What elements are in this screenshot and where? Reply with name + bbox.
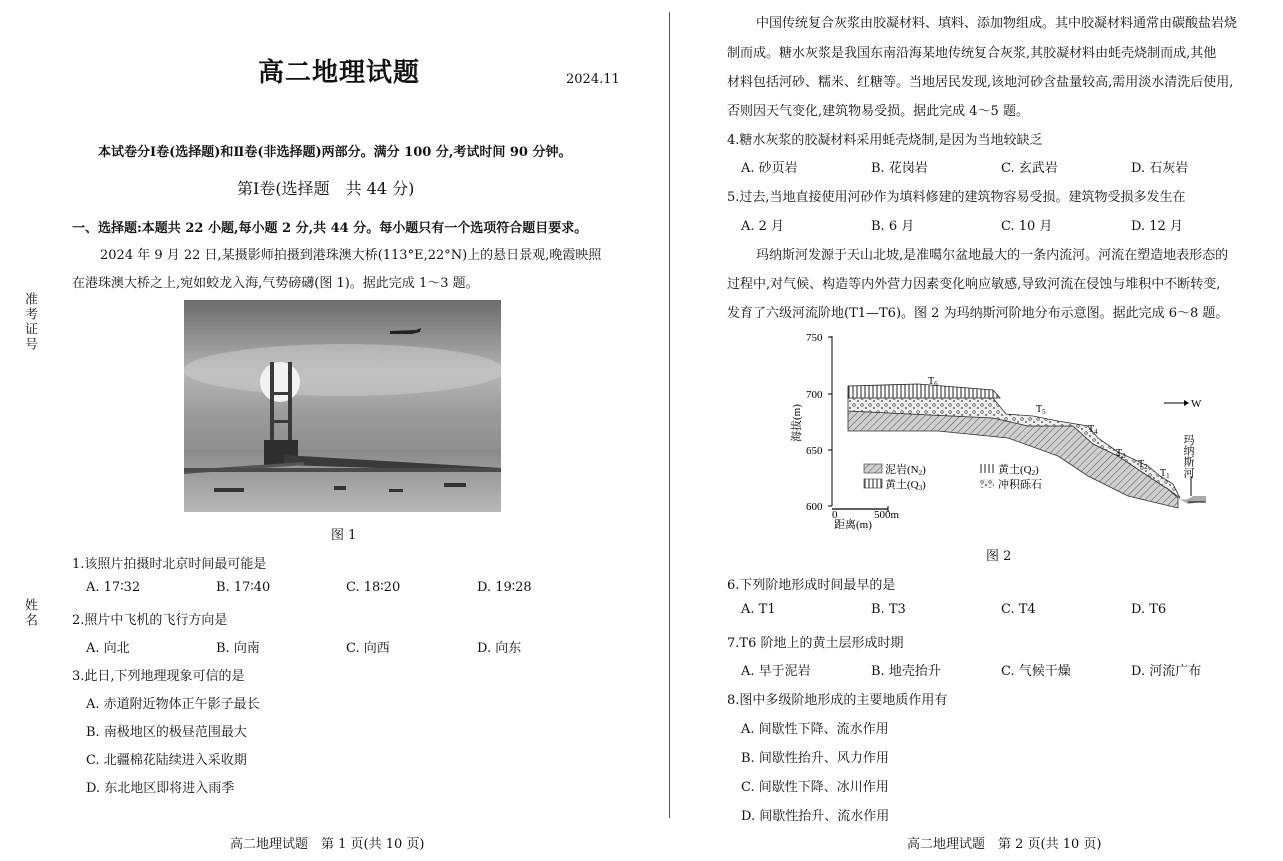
question-stem: 2.照片中飞机的飞行方向是 xyxy=(72,613,228,628)
x-zero-label: 0 xyxy=(832,509,838,521)
option-a[interactable]: A. 17∶32 xyxy=(86,580,141,595)
question-stem: 8.图中多级阶地形成的主要地质作用有 xyxy=(727,693,948,708)
option-b[interactable]: B. 17∶40 xyxy=(216,580,271,595)
terrace-subscript: 2 xyxy=(1144,463,1148,471)
svg-text:黄土(Q3): 黄土(Q3) xyxy=(885,479,926,492)
question-stem: 7.T6 阶地上的黄土层形成时期 xyxy=(727,636,904,651)
option-c[interactable]: C. 向西 xyxy=(346,641,390,656)
option-b[interactable]: B. 间歇性抬升、风力作用 xyxy=(741,751,889,766)
option-a[interactable]: A. 间歇性下降、流水作用 xyxy=(741,722,889,737)
option-d[interactable]: D. 东北地区即将进入雨季 xyxy=(86,781,235,796)
section-instructions: 一、选择题:本题共 22 小题,每小题 2 分,共 44 分。每小题只有一个选项符合题目要求。 xyxy=(72,221,588,236)
figure1-caption: 图 1 xyxy=(331,528,357,543)
option-d[interactable]: D. T6 xyxy=(1131,602,1167,617)
terrace-subscript: 3 xyxy=(1122,452,1126,460)
figure2-caption: 图 2 xyxy=(986,549,1012,564)
bridge-sunset-photo xyxy=(184,300,501,512)
y-axis-label: 海拔(m) xyxy=(791,404,803,442)
option-c[interactable]: C. 北疆棉花陆续进入采收期 xyxy=(86,753,247,768)
legend-mudstone: 泥岩 xyxy=(885,464,907,476)
question-stem: 4.糖水灰浆的胶凝材料采用蚝壳烧制,是因为当地较缺乏 xyxy=(727,133,1043,148)
option-b[interactable]: B. T3 xyxy=(871,602,906,617)
passage-line: 发育了六级河流阶地(T1—T6)。图 2 为玛纳斯河阶地分布示意图。据此完成 6～8 题。 xyxy=(727,306,1229,321)
legend-gravel: 冲积砾石 xyxy=(998,479,1042,491)
legend-loess-q2: 黄土 xyxy=(998,464,1020,476)
terrace-subscript: 5 xyxy=(1042,408,1046,416)
option-c[interactable]: C. 间歇性下降、冰川作用 xyxy=(741,780,889,795)
exam-id-label: 准考证号 xyxy=(22,292,37,352)
option-d[interactable]: D. 间歇性抬升、流水作用 xyxy=(741,809,890,824)
terrace-label: T xyxy=(1116,448,1123,459)
terrace-label: T xyxy=(1138,459,1145,470)
option-b[interactable]: B. 6 月 xyxy=(871,219,915,234)
passage-line: 2024 年 9 月 22 日,某摄影师拍摄到港珠澳大桥(113°E,22°N)上的悬日景观,晚霞映照 xyxy=(100,248,602,263)
legend-loess-q3: 黄土 xyxy=(885,479,907,491)
terrace-label: T xyxy=(1160,468,1167,479)
question-stem: 1.该照片拍摄时北京时间最可能是 xyxy=(72,557,267,572)
svg-text:黄土(Q2): 黄土(Q2) xyxy=(998,464,1039,477)
option-c[interactable]: C. 玄武岩 xyxy=(1001,161,1058,176)
option-b[interactable]: B. 花岗岩 xyxy=(871,161,928,176)
x-axis-label: 距离(m) xyxy=(834,519,872,531)
option-a[interactable]: A. 砂页岩 xyxy=(741,161,798,176)
x-scale-label: 500m xyxy=(874,509,900,521)
option-a[interactable]: A. 2 月 xyxy=(741,219,785,234)
option-d[interactable]: D. 12 月 xyxy=(1131,219,1183,234)
terrace-label: T xyxy=(928,376,935,387)
terrace-diagram xyxy=(788,326,1208,532)
option-b[interactable]: B. 向南 xyxy=(216,641,260,656)
terrace-subscript: 6 xyxy=(934,380,938,388)
question-stem: 5.过去,当地直接使用河砂作为填料修建的建筑物容易受损。建筑物受损多发生在 xyxy=(727,190,1186,205)
passage-line: 玛纳斯河发源于天山北坡,是准噶尔盆地最大的一条内流河。河流在塑造地表形态的 xyxy=(756,248,1229,263)
question-stem: 6.下列阶地形成时间最早的是 xyxy=(727,578,896,593)
option-b[interactable]: B. 地壳抬升 xyxy=(871,664,941,679)
page-footer: 高二地理试题 第 1 页(共 10 页) xyxy=(230,837,425,852)
exam-title: 高二地理试题 xyxy=(258,58,421,88)
option-d[interactable]: D. 向东 xyxy=(477,641,522,656)
y-tick-label: 650 xyxy=(806,445,823,457)
terrace-label: T xyxy=(1088,424,1095,435)
option-c[interactable]: C. 气候干燥 xyxy=(1001,664,1071,679)
exam-date: 2024.11 xyxy=(566,72,620,87)
passage-line: 在港珠澳大桥之上,宛如蛟龙入海,气势磅礴(图 1)。据此完成 1～3 题。 xyxy=(72,276,479,291)
option-d[interactable]: D. 19∶28 xyxy=(477,580,532,595)
passage-line: 中国传统复合灰浆由胶凝材料、填料、添加物组成。其中胶凝材料通常由碳酸盐岩烧 xyxy=(756,16,1238,31)
svg-text:T1 xyxy=(1160,468,1170,480)
svg-text:泥岩(N2): 泥岩(N2) xyxy=(885,464,926,477)
passage-line: 制而成。糖水灰浆是我国东南沿海某地传统复合灰浆,其胶凝材料由蚝壳烧制而成,其他 xyxy=(727,46,1217,61)
river-name: 玛纳斯河 xyxy=(1182,434,1194,478)
option-a[interactable]: A. 早于泥岩 xyxy=(741,664,811,679)
option-d[interactable]: D. 河流广布 xyxy=(1131,664,1202,679)
option-d[interactable]: D. 石灰岩 xyxy=(1131,161,1189,176)
y-tick-label: 600 xyxy=(806,501,823,513)
exam-intro: 本试卷分Ⅰ卷(选择题)和Ⅱ卷(非选择题)两部分。满分 100 分,考试时间 90 分钟。 xyxy=(98,145,572,160)
option-a[interactable]: A. T1 xyxy=(741,602,776,617)
svg-text:T5 xyxy=(1036,404,1046,416)
terrace-label: T xyxy=(1036,404,1043,415)
direction-label: W xyxy=(1191,398,1202,410)
y-tick-label: 750 xyxy=(806,332,823,344)
option-b[interactable]: B. 南极地区的极昼范围最大 xyxy=(86,725,247,740)
passage-line: 材料包括河砂、糯米、红糖等。当地居民发现,该地河砂含盐量较高,需用淡水清洗后使用, xyxy=(727,75,1234,90)
name-label: 姓名 xyxy=(22,598,37,628)
question-stem: 3.此日,下列地理现象可信的是 xyxy=(72,669,245,684)
svg-text:T6 xyxy=(928,376,938,388)
page-footer: 高二地理试题 第 2 页(共 10 页) xyxy=(907,837,1102,852)
passage-line: 过程中,对气候、构造等内外营力因素变化响应敏感,导致河流在侵蚀与堆积中不断转变, xyxy=(727,277,1221,292)
option-c[interactable]: C. 18∶20 xyxy=(346,580,401,595)
option-a[interactable]: A. 向北 xyxy=(86,641,130,656)
option-c[interactable]: C. T4 xyxy=(1001,602,1036,617)
svg-text:T3 xyxy=(1116,448,1126,460)
terrace-subscript: 4 xyxy=(1094,428,1098,436)
page-divider xyxy=(669,12,670,818)
terrace-subscript: 1 xyxy=(1166,472,1170,480)
svg-text:T2 xyxy=(1138,459,1148,471)
svg-text:T4 xyxy=(1088,424,1098,436)
option-a[interactable]: A. 赤道附近物体正午影子最长 xyxy=(86,697,260,712)
y-tick-label: 700 xyxy=(806,389,823,401)
section-title: 第Ⅰ卷(选择题 共 44 分) xyxy=(237,179,415,198)
option-c[interactable]: C. 10 月 xyxy=(1001,219,1053,234)
passage-line: 否则因天气变化,建筑物易受损。据此完成 4～5 题。 xyxy=(727,104,1029,119)
